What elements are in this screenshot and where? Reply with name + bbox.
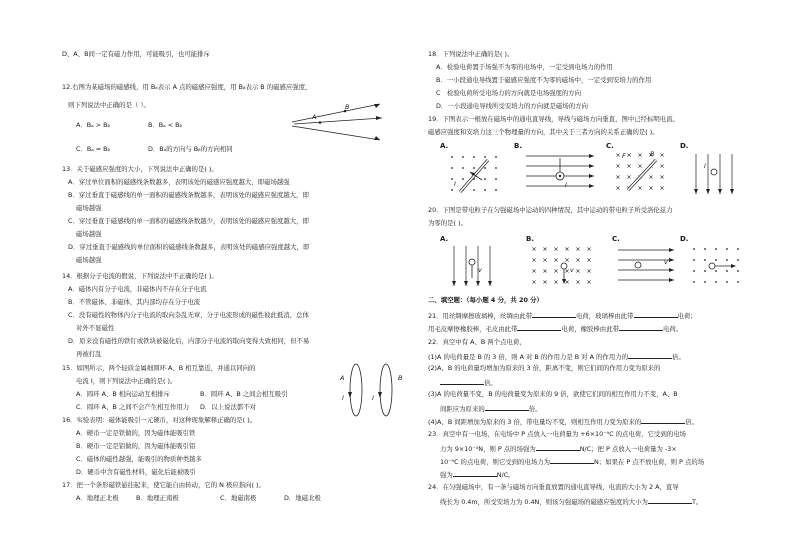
q17-option-d: D．地磁北极 [284, 494, 321, 502]
q19-figure-a [448, 152, 504, 198]
q13-option-b: B．穿过垂直于磁感线的单一面积的磁感线条数越多，表明该处的磁感应强度越大，即 [68, 191, 309, 199]
q15-stem: 15．如图所示，两个轻质金属细圆环 A、B 相互靠近，并通以同向的 [62, 364, 256, 372]
field-dot [715, 259, 717, 261]
q19-label-c: C. [606, 142, 614, 150]
q21-line2: 用毛皮摩擦橡胶棒，毛皮由此带 电荷，橡胶棒由此带 电荷。 [428, 325, 683, 333]
q12-label-a: A [312, 113, 317, 121]
field-cross [543, 247, 546, 250]
field-dot [737, 270, 739, 272]
q19-c-force-label: F [622, 152, 626, 160]
field-dot [473, 156, 475, 158]
field-dot [693, 259, 695, 261]
q12-option-b: B．Bₐ < Bᵦ [148, 121, 183, 129]
q21-blank-1[interactable] [532, 310, 576, 318]
field-dot [462, 156, 464, 158]
q19-label-a: A. [440, 142, 449, 150]
q18-option-b: B．一小段通电导线置于磁感应强度不为零的磁场中，一定受到安培力的作用 [436, 76, 652, 84]
field-dot [495, 178, 497, 180]
field-cross [543, 269, 546, 272]
field-cross [576, 269, 579, 272]
q16-stem: 16．实验表明：磁体能吸引一元硬币，对这种现象解释正确的是( )。 [62, 416, 257, 424]
field-dot [484, 167, 486, 169]
field-cross [660, 175, 663, 178]
field-dot [737, 281, 739, 283]
q22-part4: (4)A、B 间距增加为原来的 3 倍，带电量均不变，则相互作用力变为原来的 倍。 [428, 418, 699, 426]
q24-line1: 24．在匀强磁场中，有一条与磁场方向垂直放置的通电直导线，电流的大小为 2 A，直导 [428, 483, 679, 491]
q15-label-i1: I [342, 394, 344, 402]
field-dot [473, 189, 475, 191]
q23-line2: 力为 9×10⁻⁵N，则 P 点的场强为 N/C；把 P 点放入一电荷量为 -3× [440, 445, 677, 453]
field-cross [587, 280, 590, 283]
q13-option-d: D．穿过垂直于磁感线的单位面积的磁感线条数越多，表明该处的磁感应强度越大，即 [68, 243, 310, 251]
field-dot [715, 270, 717, 272]
field-cross [616, 186, 619, 189]
field-cross [638, 153, 641, 156]
q15-label-a: A [340, 374, 345, 382]
q20-label-b: B. [526, 235, 534, 243]
field-cross [660, 186, 663, 189]
q24-blank-1[interactable] [648, 496, 692, 504]
field-dot [704, 259, 706, 261]
field-cross [660, 153, 663, 156]
q21-blank-2[interactable] [634, 310, 678, 318]
field-dot [473, 167, 475, 169]
field-dot [451, 167, 453, 169]
field-dot [737, 248, 739, 250]
field-cross [554, 269, 557, 272]
q15-label-i2: I [372, 394, 374, 402]
q12-label-b: B [345, 103, 350, 111]
q18-option-d: D．一小段通电导线所受安培力的方向就是磁场的方向 [436, 102, 588, 110]
q19-c-field-label: B [650, 150, 655, 158]
field-dot [484, 156, 486, 158]
field-dot [462, 167, 464, 169]
field-cross [660, 164, 663, 167]
field-cross [587, 247, 590, 250]
field-dot [726, 259, 728, 261]
field-dot [704, 248, 706, 250]
q20-figure-d [690, 244, 746, 288]
field-dot [451, 156, 453, 158]
q15-rings-figure [338, 362, 410, 418]
field-cross [576, 280, 579, 283]
field-cross [565, 247, 568, 250]
q19-label-b: B. [514, 142, 522, 150]
field-cross [627, 153, 630, 156]
q22-blank-3[interactable] [485, 403, 529, 411]
q20-label-c: C. [612, 235, 620, 243]
field-dot [495, 189, 497, 191]
q20-figure-c [616, 244, 678, 288]
q17-option-b: B．地理正南极 [136, 494, 179, 502]
q20-stem: 20．下图是带电粒子在匀强磁场中运动的四种情况，其中运动的带电粒子所受洛伦兹力 [428, 206, 673, 214]
q23-line4: 强为 N/C。 [440, 471, 515, 479]
q14-option-d-cont: 再被打乱 [76, 350, 102, 358]
field-dot [704, 270, 706, 272]
field-dot [693, 270, 695, 272]
field-cross [649, 175, 652, 178]
q19-stem-cont: 磁感应强度和安培力这三个物理量的方向，其中关于三者方向的关系正确的是( )。 [428, 128, 659, 136]
q16-option-a: A．硬币一定是铁做的，因为磁体能吸引铁 [76, 429, 196, 437]
q15-label-b: B [398, 374, 403, 382]
q15-option-d: D．以上说法都不对 [200, 403, 257, 411]
q16-option-b: B．硬币一定是铝做的，因为磁体能吸引铝 [76, 442, 196, 450]
q19-figure-b [522, 152, 598, 196]
field-cross [638, 164, 641, 167]
field-cross [554, 247, 557, 250]
q22-part3: (3)A 的电荷量不变，B 的电荷量变为原来的 9 倍，欲使它们间的相互作用力不变，A、B [428, 390, 678, 398]
q19-label-d: D. [680, 142, 689, 150]
q12-stem: 12.右图为某磁场的磁感线，用 Bₐ表示 A 点的磁感应强度，用 Bᵦ表示 B 的磁感应强度， [62, 83, 312, 91]
field-cross [616, 164, 619, 167]
q17-option-a: A．地理正北极 [76, 494, 119, 502]
q12-option-d: D．Bₐ的方向与 Bᵦ的方向相同 [148, 145, 233, 153]
field-cross [543, 258, 546, 261]
q13-stem: 13．关于磁感应强度的大小，下列说法中正确的是( )。 [62, 165, 218, 173]
field-cross [587, 258, 590, 261]
field-cross [627, 175, 630, 178]
q13-option-a: A．穿过单位面积的磁感线条数越多，表明该处的磁感应强度越大，即磁场越强 [68, 178, 290, 186]
q23-blank-2[interactable] [550, 456, 594, 464]
q13-option-b-cont: 磁场越强 [76, 204, 102, 212]
field-cross [627, 164, 630, 167]
q19-b-current-label: I [565, 181, 567, 189]
q13-option-c: C．穿过垂直于磁感线的单一面积的磁感线条数越少，表明该处的磁感应强度越大，即 [68, 217, 309, 225]
field-cross [554, 258, 557, 261]
q22-part2-cont: 倍。 [440, 377, 497, 388]
q11-option-d: D、A、B间一定有磁力作用，可能吸引，也可能排斥 [62, 50, 210, 58]
q22-part2: (2)A、B 的电荷量均增加为原来的 3 倍，距离不变，则它们间的作用力变为原来的 [428, 364, 661, 372]
field-dot [484, 178, 486, 180]
q19-stem: 19．下图表示一根放在磁场中的通电直导线，导线与磁场方向垂直，图中已经标明电流、 [428, 115, 679, 123]
q20-label-d: D. [680, 235, 689, 243]
q14-option-a: A．磁体内有分子电流，非磁体内不存在分子电流 [68, 285, 207, 293]
q22-part3-cont: 间距应为原来的 倍。 [440, 405, 542, 413]
q16-option-d: D．硬币中含有磁性材料，磁化后能被吸引 [76, 468, 196, 476]
field-dot [693, 248, 695, 250]
field-cross [638, 186, 641, 189]
q15-option-b: B．圆环 A、B 之间会相互吸引 [200, 390, 288, 398]
q12-option-c: C．Bₐ = Bᵦ [76, 145, 111, 153]
section-fill-in-title: 二、填空题：（每小题 4 分，共 20 分） [428, 296, 543, 304]
field-dot [451, 189, 453, 191]
field-dot [715, 248, 717, 250]
q20-figure-a [448, 244, 504, 288]
field-cross [565, 280, 568, 283]
field-cross [565, 269, 568, 272]
q23-line3: 10⁻⁹C 的点电荷，则它受到的电场力为 N；如果在 P 点不放电荷，则 P 点的场 [440, 458, 705, 466]
field-cross [565, 258, 568, 261]
field-cross [532, 269, 535, 272]
field-dot [726, 270, 728, 272]
q22-blank-2[interactable] [440, 377, 484, 385]
field-dot [451, 178, 453, 180]
q20-stem-cont: 为零的是( )。 [428, 219, 467, 227]
field-cross [532, 280, 535, 283]
field-cross [543, 280, 546, 283]
q21-blank-4[interactable] [619, 323, 663, 331]
q13-option-d-cont: 磁场越强 [76, 256, 102, 264]
field-cross [616, 175, 619, 178]
field-dot [693, 281, 695, 283]
field-cross [532, 258, 535, 261]
q18-stem: 18．下列说法中正确的是( )。 [428, 50, 514, 58]
q15-option-c: C．圆环 A、B 之间不会产生相互作用力 [76, 403, 190, 411]
q14-option-b: B．不管磁体、非磁体，其内部均存在分子电流 [68, 298, 201, 306]
q17-stem: 17．把一个条形磁铁悬挂起来，使它能自由转动，它的 N 极应指向( )。 [62, 481, 265, 489]
q17-option-c: C．地磁南极 [220, 494, 257, 502]
field-cross [532, 247, 535, 250]
q18-option-c: C 检验电荷所受电场力的方向就是电场强度的方向 [436, 89, 582, 97]
field-dot [726, 248, 728, 250]
q14-option-c-cont: 对外不显磁性 [76, 324, 115, 332]
q19-figure-d [690, 152, 746, 198]
q12-option-a: A．Bₐ > Bᵦ [76, 121, 111, 129]
field-dot [495, 167, 497, 169]
field-cross [576, 247, 579, 250]
q12-field-lines-figure [290, 100, 390, 142]
field-cross [649, 186, 652, 189]
field-dot [704, 281, 706, 283]
q14-option-d: D．原来没有磁性的铁钉或铁块被磁化后，内部分子电流的取向变得大致相同，但不易 [68, 337, 310, 345]
q22-stem: 22．真空中有 A、B 两个点电荷， [428, 338, 526, 346]
q20-c-velocity-label: v [664, 258, 668, 266]
q15-option-a: A．圆环 A、B 相向运动互相排斥 [76, 390, 170, 398]
q15-stem-cont: 电流 I，则下列说法中正确的是( )。 [76, 377, 177, 385]
q22-part1: (1)A 的电荷量是 B 的 3 倍，则 A 对 B 的作用力是 B 对 A 的作用力的 倍。 [428, 353, 685, 361]
field-dot [726, 281, 728, 283]
q20-figure-b [530, 244, 598, 288]
field-cross [554, 280, 557, 283]
q20-label-a: A. [440, 235, 449, 243]
field-dot [715, 281, 717, 283]
q24-line2: 线长为 0.4m，所受安培力为 0.4N，则该匀强磁场的磁感应强度的大小为 T。 [440, 498, 703, 506]
q19-a-current-label: I [454, 180, 456, 188]
q14-option-c: C．没有磁性的物体内分子电流的取向杂乱无章，分子电流形成的磁性彼此抵消，总体 [68, 311, 309, 319]
field-cross [576, 258, 579, 261]
q21-line1: 21．用丝绸摩擦玻璃棒，丝绸由此带 电荷，玻璃棒由此带 电荷； [428, 312, 697, 320]
q16-option-c: C．磁体的磁性越强，能吸引的物质种类越多 [76, 455, 202, 463]
q22-blank-4[interactable] [641, 416, 685, 424]
field-dot [462, 178, 464, 180]
field-cross [587, 269, 590, 272]
field-dot [495, 156, 497, 158]
q18-option-a: A．检验电荷置于场强不为零的电场中，一定受到电场力的作用 [436, 63, 613, 71]
field-dot [737, 259, 739, 261]
q23-blank-1[interactable] [536, 443, 580, 451]
field-cross [616, 153, 619, 156]
q12-stem-cont: 则下列说法中正确的是（ ）。 [68, 101, 150, 109]
q20-b-velocity-label: v [570, 266, 574, 274]
q20-a-velocity-label: v [478, 266, 482, 274]
q19-d-current-label: I [704, 162, 706, 170]
q22-blank-1[interactable] [628, 351, 672, 359]
field-dot [484, 189, 486, 191]
q14-stem: 14．根据分子电流的假说，下列说法中不正确的是( )。 [62, 272, 218, 280]
q13-option-c-cont: 磁场越强 [76, 230, 102, 238]
q23-blank-3[interactable] [453, 469, 497, 477]
q23-line1: 23．真空中有一电场，在电场中 P 点放入一电荷量为 +6×10⁻⁹C 的点电荷，它受到的电场 [428, 430, 686, 438]
q21-blank-3[interactable] [517, 323, 561, 331]
